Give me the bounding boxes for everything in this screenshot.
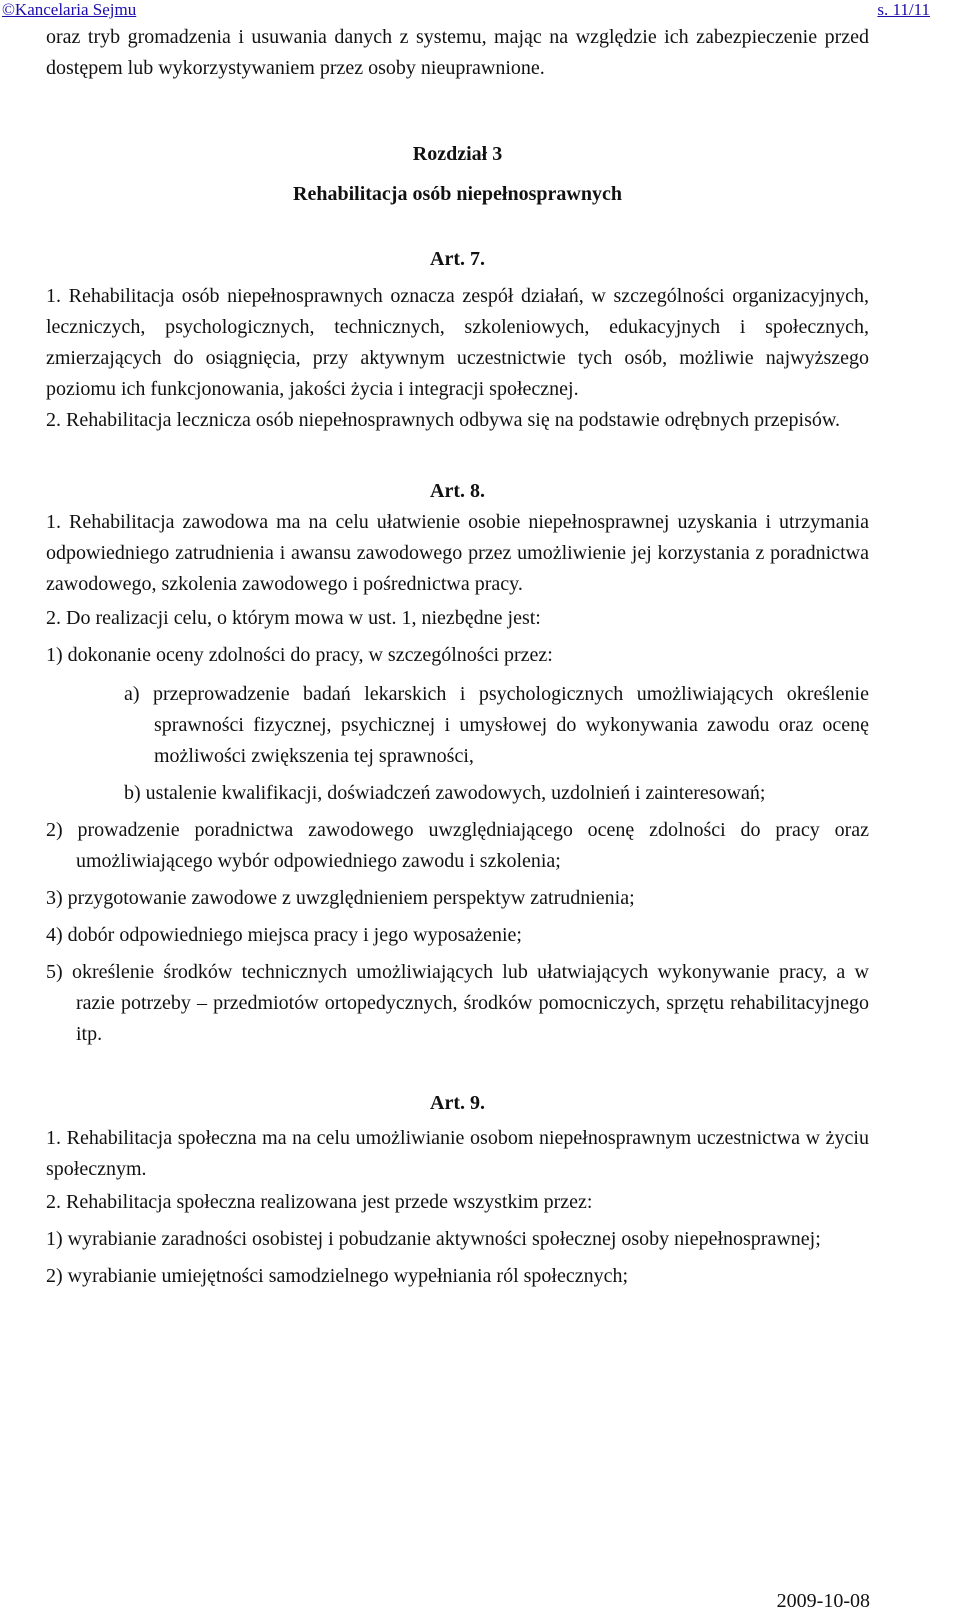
art-9-p2: 2. Rehabilitacja społeczna realizowana jest przede wszystkim przez: [46,1191,593,1213]
page-number-link[interactable]: s. 11/11 [877,0,930,19]
art-9-item-2: 2) wyrabianie umiejętności samodzielnego wypełniania ról społecznych; [46,1265,629,1287]
art-8-p1: 1. Rehabilitacja zawodowa ma na celu ułatwienie osobie niepełnosprawnej uzyskania i utrzymania odpowiedniego zatrudnienia i awansu zawodowego przez umożliwienie jej korzystania z poradnictwa zawodowego, szkolenia zawodowego i pośrednictwa pracy. [46,511,869,595]
header-copyright[interactable] [2,0,136,20]
chapter-title: Rehabilitacja osób niepełnosprawnych [293,183,622,205]
art-8-item-2: 2) prowadzenie poradnictwa zawodowego uwzględniającego ocenę zdolności do pracy oraz umożliwiającego wybór odpowiedniego zawodu i szkolenia; [46,819,869,872]
art-8-item-5: 5) określenie środków technicznych umożliwiających lub ułatwiających wykonywanie pracy, a w razie potrzeby – przedmiotów ortopedycznych, środków pomocniczych, sprzętu rehabilitacyjnego itp. [46,961,869,1045]
art-7-title: Art. 7. [430,248,485,270]
art-9-p1: 1. Rehabilitacja społeczna ma na celu umożliwianie osobom niepełnosprawnym uczestnictwa w życiu społecznym. [46,1127,869,1180]
art-8-title: Art. 8. [430,480,485,502]
page-number [877,0,930,20]
intro-paragraph: oraz tryb gromadzenia i usuwania danych z systemu, mając na względzie ich zabezpieczenie przed dostępem lub wykorzystywaniem przez osoby nieuprawnione. [46,26,869,79]
art-7-p2: 2. Rehabilitacja lecznicza osób niepełnosprawnych odbywa się na podstawie odrębnych przepisów. [46,409,840,431]
art-8-item-1b: b) ustalenie kwalifikacji, doświadczeń zawodowych, uzdolnień i zainteresowań; [124,782,766,804]
footer-date: 2009-10-08 [776,1590,870,1612]
art-9-title: Art. 9. [430,1092,485,1114]
kancelaria-link[interactable]: ©Kancelaria Sejmu [2,0,137,19]
art-8-item-1a: a) przeprowadzenie badań lekarskich i psychologicznych umożliwiających określenie sprawności fizycznej, psychicznej i umysłowej do wykonywania zawodu oraz ocenę możliwości zwiększenia tej sprawności, [124,683,869,767]
document-body [46,22,869,1292]
art-8-item-1: 1) dokonanie oceny zdolności do pracy, w szczególności przez: [46,644,553,666]
art-7-p1: 1. Rehabilitacja osób niepełnosprawnych oznacza zespół działań, w szczególności organizacyjnych, leczniczych, psychologicznych, technicznych, szkoleniowych, edukacyjnych i społecznych, zmierzających do osiągnięcia, przy aktywnym uczestnictwie tych osób, możliwie najwyższego poziomu ich funkcjonowania, jakości życia i integracji społecznej. [46,285,869,400]
art-8-item-4: 4) dobór odpowiedniego miejsca pracy i jego wyposażenie; [46,924,522,946]
art-9-item-1: 1) wyrabianie zaradności osobistej i pobudzanie aktywności społecznej osoby niepełnosprawnej; [46,1228,821,1250]
art-8-item-3: 3) przygotowanie zawodowe z uwzględnieniem perspektyw zatrudnienia; [46,887,635,909]
chapter-number: Rozdział 3 [412,143,503,165]
art-8-p2: 2. Do realizacji celu, o którym mowa w ust. 1, niezbędne jest: [46,607,541,629]
